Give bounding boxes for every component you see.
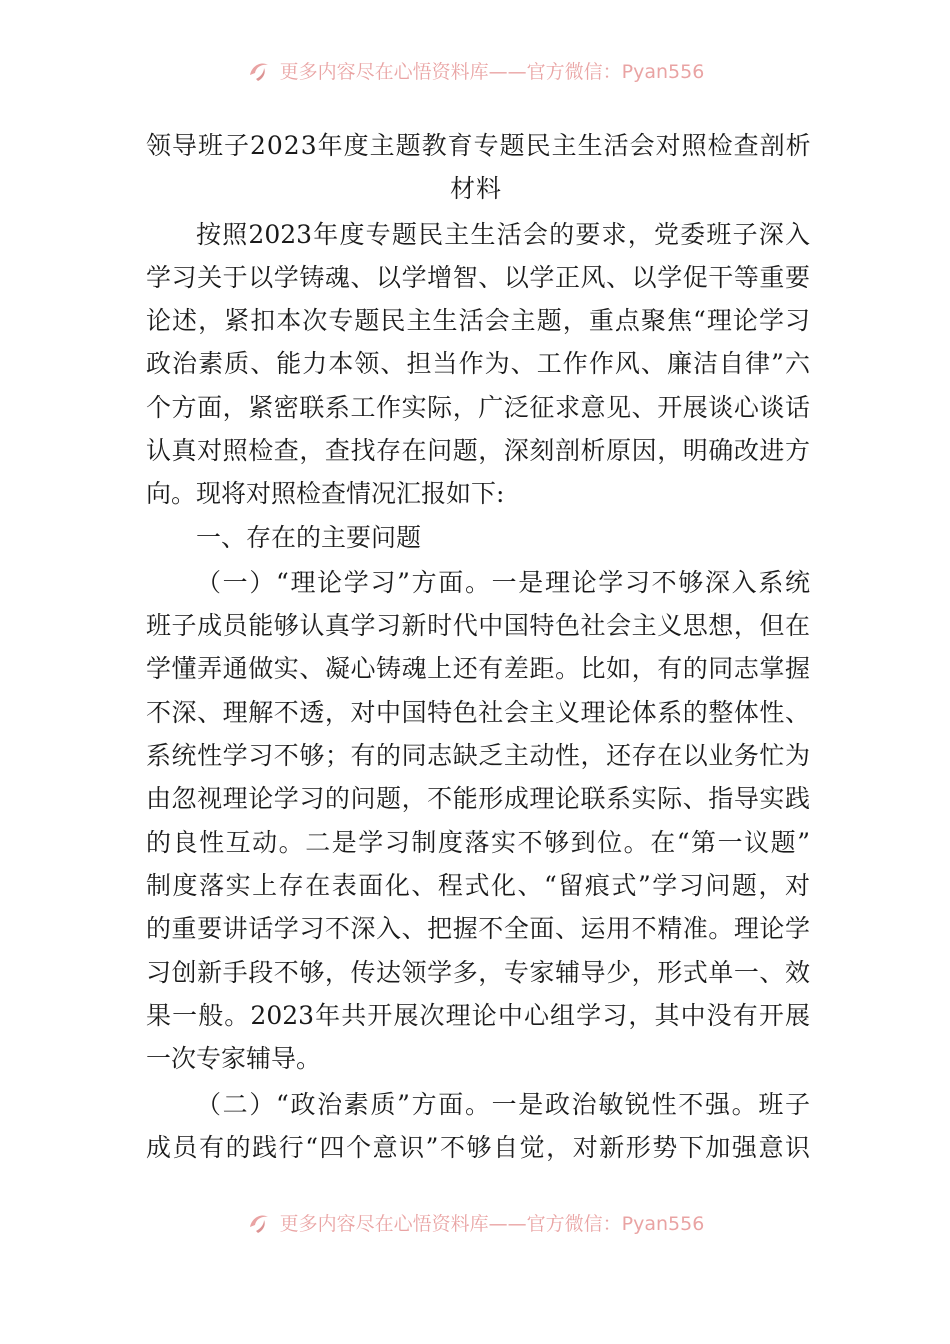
watermark-header bbox=[0, 50, 950, 90]
body-line: 认真对照检查，查找存在问题，深刻剖析原因，明确改进方 bbox=[146, 436, 810, 465]
subsection-heading: （二）“政治素质”方面。一是政治敏锐性不强。班子 bbox=[196, 1090, 810, 1119]
watermark-text: 更多内容尽在心悟资料库——官方微信：Pyan556 bbox=[279, 60, 705, 83]
watermark-text: 更多内容尽在心悟资料库——官方微信：Pyan556 bbox=[279, 1212, 705, 1235]
body-line: 由忽视理论学习的问题，不能形成理论联系实际、指导实践 bbox=[146, 784, 810, 813]
body-line: 一次专家辅导。 bbox=[146, 1044, 322, 1073]
body-line: 按照2023年度专题民主生活会的要求，党委班子深入 bbox=[196, 220, 810, 249]
body-line: 果一般。2023年共开展次理论中心组学习，其中没有开展 bbox=[146, 1001, 810, 1030]
document-title-line-2: 材料 bbox=[449, 174, 502, 203]
section-heading: 一、存在的主要问题 bbox=[196, 523, 422, 552]
body-line: 学习关于以学铸魂、以学增智、以学正风、以学促干等重要 bbox=[146, 263, 810, 292]
body-line: 向。现将对照检查情况汇报如下: bbox=[146, 479, 505, 508]
document-title-line-1: 领导班子2023年度主题教育专题民主生活会对照检查剖析 bbox=[146, 131, 812, 160]
body-line: 的良性互动。二是学习制度落实不够到位。在“第一议题” bbox=[146, 828, 810, 857]
body-line: 不深、理解不透，对中国特色社会主义理论体系的整体性、 bbox=[146, 698, 810, 727]
watermark-footer bbox=[0, 1202, 950, 1242]
body-line: 个方面，紧密联系工作实际，广泛征求意见、开展谈心谈话 bbox=[146, 393, 810, 422]
swirl-logo-icon bbox=[246, 1209, 272, 1235]
body-line: 政治素质、能力本领、担当作为、工作作风、廉洁自律”六 bbox=[146, 349, 810, 378]
body-line: 系统性学习不够；有的同志缺乏主动性，还存在以业务忙为 bbox=[146, 741, 810, 770]
body-line: 的重要讲话学习不深入、把握不全面、运用不精准。理论学 bbox=[146, 914, 810, 943]
body-line: 制度落实上存在表面化、程式化、“留痕式”学习问题，对 bbox=[146, 871, 810, 900]
swirl-logo-icon bbox=[246, 57, 272, 83]
body-line: 班子成员能够认真学习新时代中国特色社会主义思想，但在 bbox=[146, 611, 810, 640]
subsection-heading: （一）“理论学习”方面。一是理论学习不够深入系统 bbox=[196, 568, 810, 597]
body-line: 学懂弄通做实、凝心铸魂上还有差距。比如，有的同志掌握 bbox=[146, 654, 810, 683]
body-line: 论述，紧扣本次专题民主生活会主题，重点聚焦“理论学习 bbox=[146, 306, 810, 335]
body-line: 成员有的践行“四个意识”不够自觉，对新形势下加强意识 bbox=[146, 1133, 810, 1162]
body-line: 习创新手段不够，传达领学多，专家辅导少，形式单一、效 bbox=[146, 958, 810, 987]
